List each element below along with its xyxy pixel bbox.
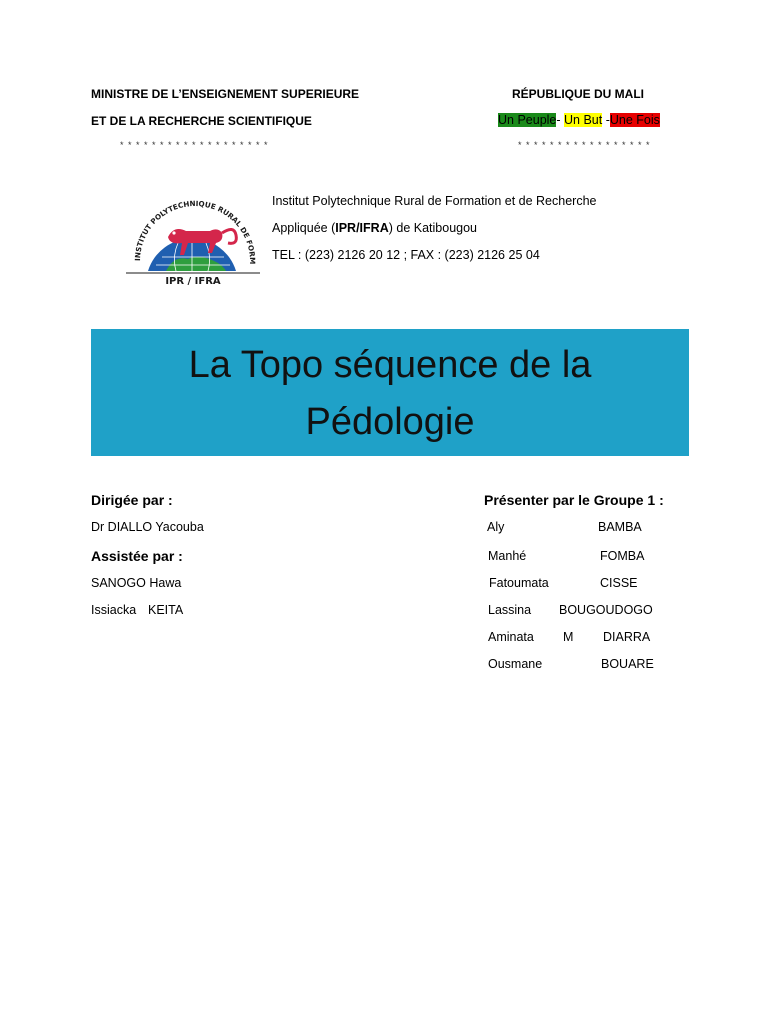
member-first-name: Fatoumata — [489, 576, 549, 590]
institute-logo — [126, 183, 260, 287]
logo-caption: IPR / IFRA — [165, 276, 221, 287]
title-banner — [91, 329, 689, 456]
member-first-name: Ousmane — [488, 657, 543, 671]
institute-name-line-1: Institut Polytechnique Rural de Formation et de Recherche — [272, 194, 597, 208]
directed-by-label: Dirigée par : — [91, 492, 173, 508]
institute-line-2-suffix: ) de Katibougou — [388, 221, 477, 235]
republic-title: RÉPUBLIQUE DU MALI — [512, 87, 644, 101]
ministry-line-2: ET DE LA RECHERCHE SCIENTIFIQUE — [91, 114, 312, 128]
member-first-name: Lassina — [488, 603, 532, 617]
assistant-name: SANOGO Hawa — [91, 576, 182, 590]
member-last-name: BAMBA — [598, 520, 642, 534]
member-last-name: FOMBA — [600, 549, 645, 563]
member-last-name: CISSE — [600, 576, 638, 590]
ministry-line-1: MINISTRE DE L’ENSEIGNEMENT SUPERIEURE — [91, 87, 360, 101]
institute-line-2-prefix: Appliquée ( — [272, 221, 336, 235]
stars-divider-right: * * * * * * * * * * * * * * * * * — [518, 140, 651, 150]
institute-name-line-2 — [272, 221, 477, 235]
member-last-name: BOUARE — [601, 657, 654, 671]
motto-part-1: Un Peuple — [498, 113, 557, 127]
member-last-name: DIARRA — [603, 630, 651, 644]
motto-separator-2: - — [602, 113, 610, 127]
member-middle-initial: M — [563, 630, 574, 644]
motto-part-3: Une Fois — [609, 113, 660, 127]
member-first-name: Aminata — [488, 630, 534, 644]
assisted-by-label: Assistée par : — [91, 548, 183, 564]
logo-arc-text: INSTITUT POLYTECHNIQUE RURAL DE FORM — [132, 198, 258, 265]
title-line-2: Pédologie — [305, 401, 475, 443]
motto-separator-1: - — [556, 113, 565, 127]
member-first-name: Manhé — [488, 549, 527, 563]
assistant-name: Issiacka — [91, 603, 137, 617]
title-line-1: La Topo séquence de la — [188, 344, 592, 386]
institute-acronym: IPR/IFRA — [335, 221, 389, 235]
director-name: Dr DIALLO Yacouba — [91, 520, 204, 534]
institute-contact: TEL : (223) 2126 20 12 ; FAX : (223) 2126 25 04 — [272, 248, 540, 262]
member-last-name: BOUGOUDOGO — [559, 603, 653, 617]
assistant-surname: KEITA — [148, 603, 184, 617]
stars-divider-left: * * * * * * * * * * * * * * * * * * * — [120, 140, 269, 150]
presented-by-label: Présenter par le Groupe 1 : — [484, 492, 664, 508]
national-motto — [498, 113, 660, 127]
member-first-name: Aly — [487, 520, 505, 534]
motto-part-2: Un But — [564, 113, 603, 127]
